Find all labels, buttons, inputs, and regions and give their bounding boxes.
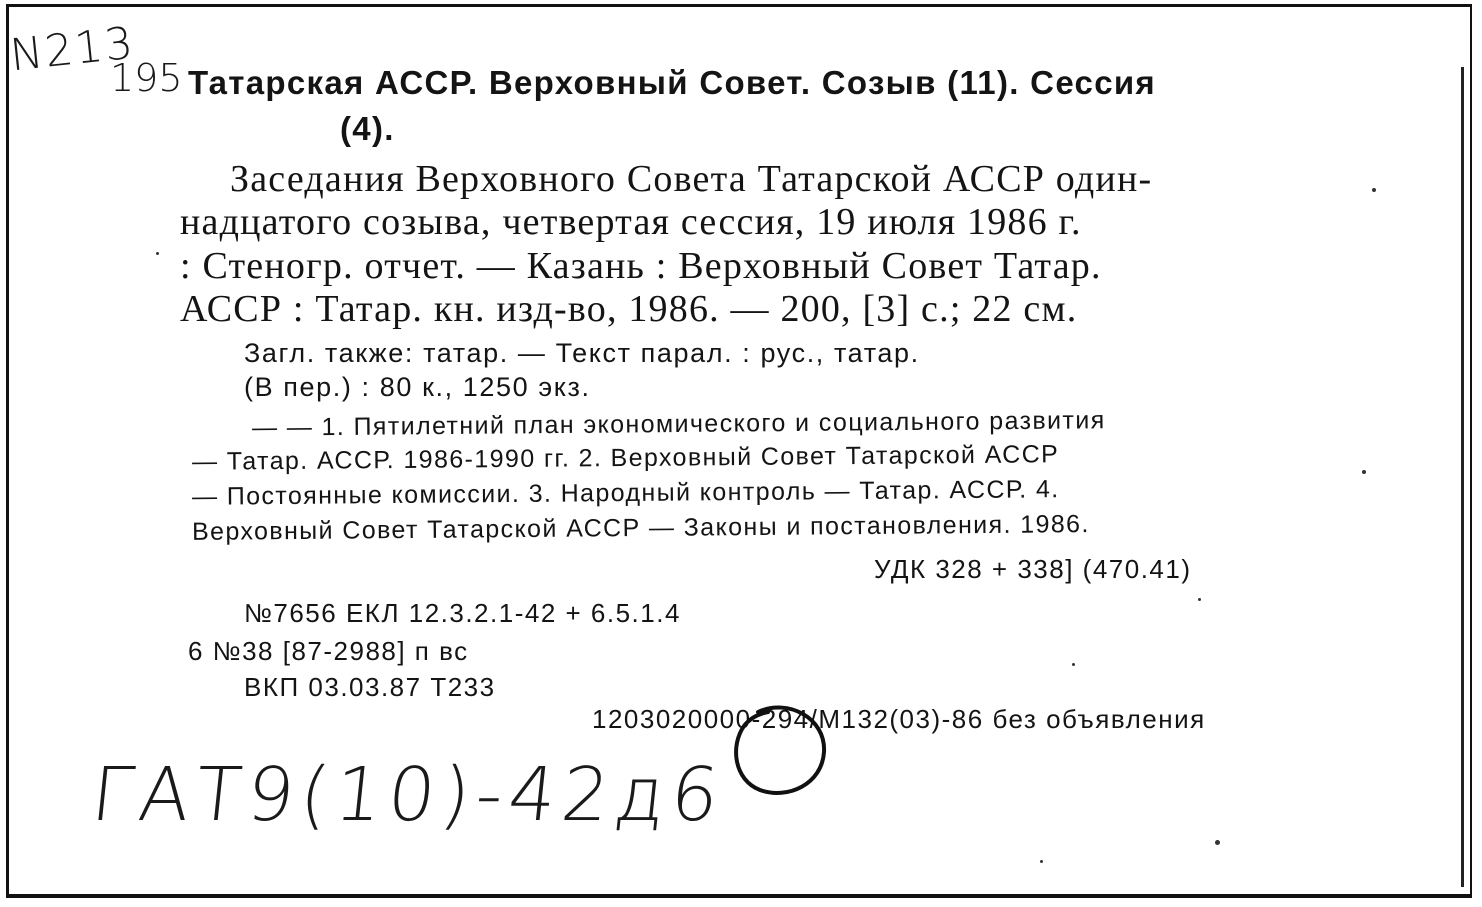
title-line-3: : Стеногр. отчет. — Казань : Верховный Совет Татар. (180, 245, 1102, 287)
price-code: 1203020000-294/М132(03)-86 без объявления (592, 704, 1206, 734)
subject-line-1: — — 1. Пятилетний план экономического и социального развития (251, 406, 1106, 442)
title-line-4: АССР : Татар. кн. изд-во, 1986. — 200, [3] с.; 22 см. (180, 288, 1078, 330)
speck (1362, 470, 1366, 474)
handwritten-shelfmark: ГАТ9(10)-42д6 (87, 752, 729, 838)
speck (156, 252, 159, 255)
subject-line-4: Верховный Совет Татарской АССР — Законы и постановления. 1986. (191, 510, 1090, 546)
heading-line-2: (4). (340, 110, 395, 147)
drawn-circle (728, 700, 828, 800)
card-edge (1461, 67, 1464, 887)
registry-line-3: ВКП 03.03.87 Т233 (244, 672, 496, 702)
registry-line-2: 6 №38 [87-2988] п вс (188, 636, 469, 666)
speck (1040, 860, 1043, 863)
speck (1372, 188, 1376, 192)
speck (1072, 663, 1075, 666)
handwritten-sub-number: 195 (110, 56, 183, 100)
speck (1215, 840, 1220, 845)
subject-line-2: — Татар. АССР. 1986-1990 гг. 2. Верховный Совет Татарской АССР (191, 440, 1060, 476)
note-line-2: (В пер.) : 80 к., 1250 экз. (244, 372, 591, 402)
handwritten-top-number: N213 (7, 17, 138, 82)
subject-line-3: — Постоянные комиссии. 3. Народный контроль — Татар. АССР. 4. (191, 475, 1060, 511)
speck (1198, 598, 1201, 601)
note-line-1: Загл. также: татар. — Текст парал. : рус., татар. (244, 338, 920, 368)
udc-code: УДК 328 + 338] (470.41) (874, 554, 1192, 584)
registry-line-1: №7656 ЕКЛ 12.3.2.1-42 + 6.5.1.4 (244, 598, 681, 628)
title-line-2: надцатого созыва, четвертая сессия, 19 июля 1986 г. (180, 201, 1082, 243)
heading-line-1: Татарская АССР. Верховный Совет. Созыв (11). Сессия (188, 64, 1156, 101)
title-line-1: Заседания Верховного Совета Татарской АССР один- (230, 158, 1153, 200)
